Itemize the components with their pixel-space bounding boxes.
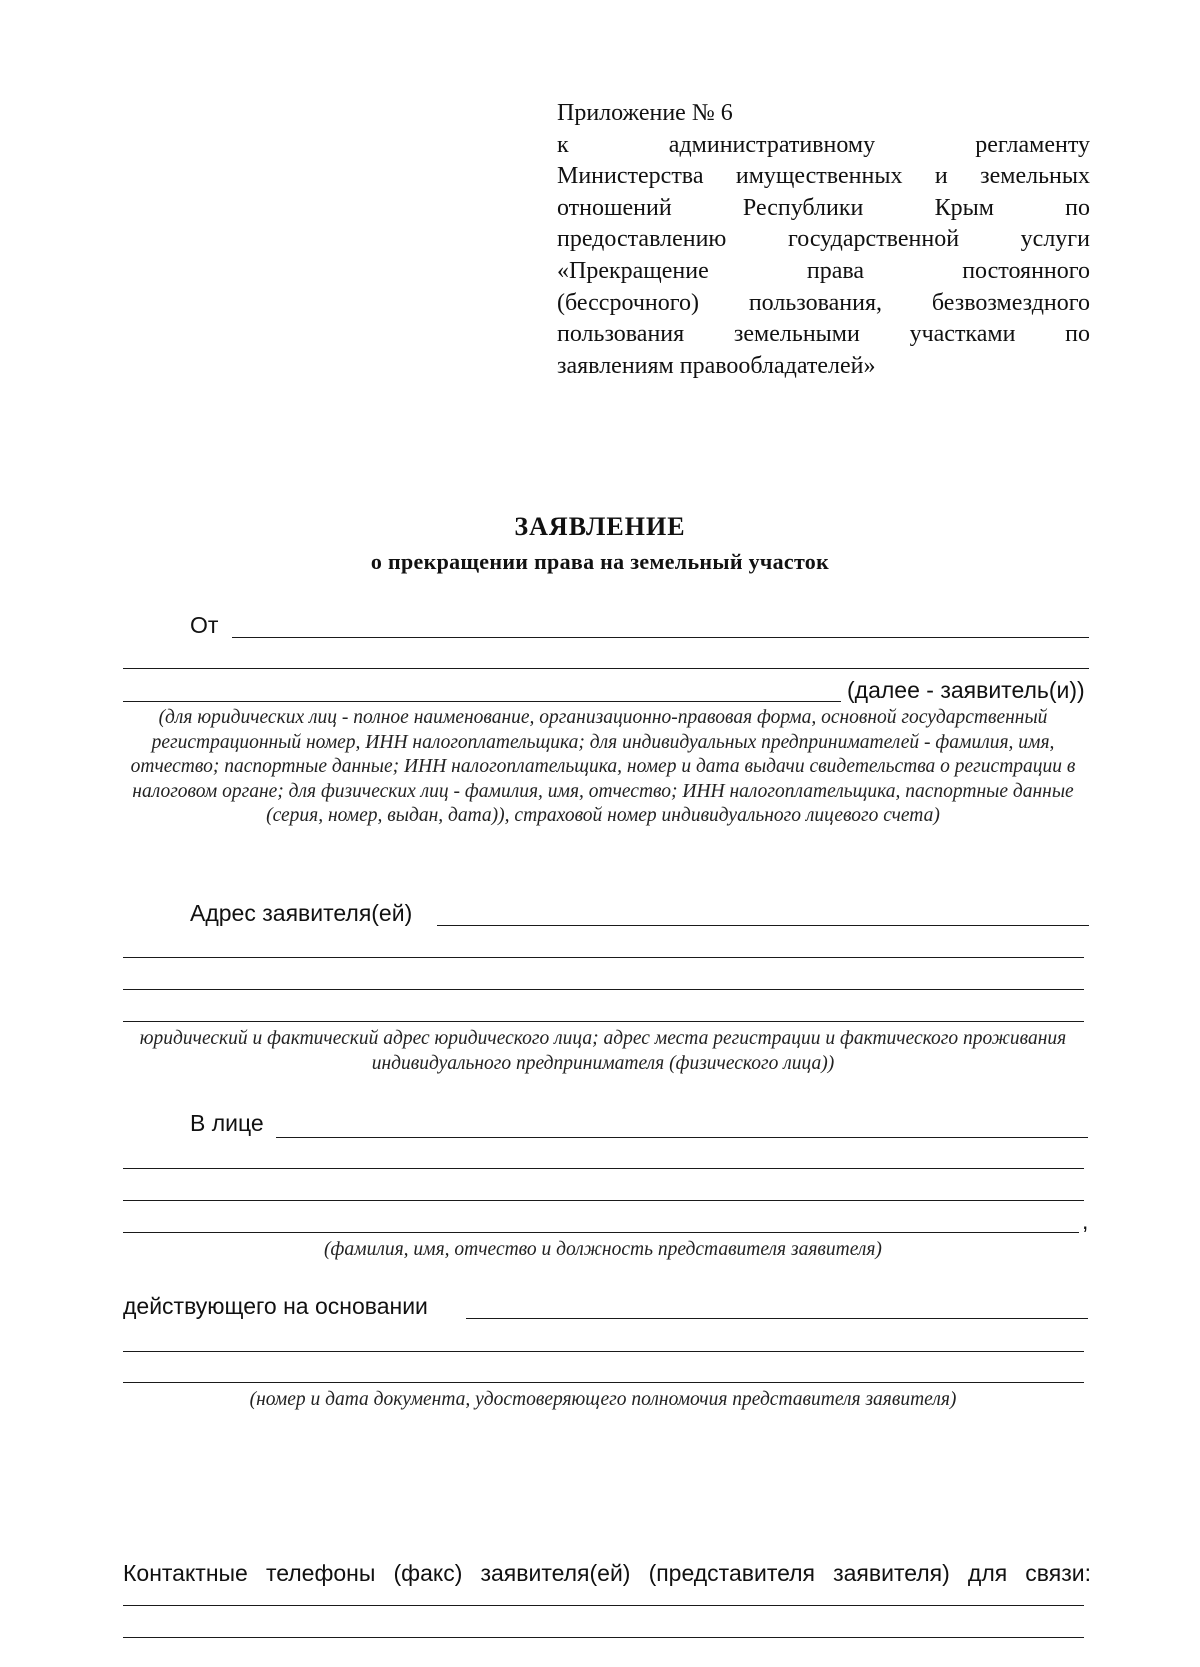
appendix-line: предоставлению государственной услуги [557, 226, 1090, 253]
applicant-note: (для юридических лиц - полное наименование, организационно-правовая форма, основной государственный регистрационный номер, ИНН налогоплательщика; для индивидуальных предпринимателей - фамилия, имя, отчество; паспортные данные; ИНН налогоплательщика, номер и дата выдачи свидетельства о регистрации в налоговом органе; для физических лиц - фамилия, имя, отчество; ИНН налогоплательщика, паспортные данные (серия, номер, выдан, дата)), страховой номер индивидуального лицевого счета) [130, 707, 1076, 826]
from-label: От [190, 612, 219, 638]
appendix-line: Министерства имущественных и земельных [557, 163, 1090, 190]
applicant-name-line-2[interactable] [123, 668, 1089, 669]
contacts-label: Контактные телефоны (факс) заявителя(ей) (представителя заявителя) для связи: [123, 1560, 1091, 1586]
representative-note: (фамилия, имя, отчество и должность представителя заявителя) [324, 1239, 882, 1260]
address-line-3[interactable] [123, 989, 1084, 990]
basis-line-3[interactable] [123, 1382, 1084, 1383]
appendix-block [557, 98, 1090, 382]
representative-line-2[interactable] [123, 1168, 1084, 1169]
applicant-suffix: (далее - заявитель(и)) [847, 677, 1085, 703]
representative-line-3[interactable] [123, 1200, 1084, 1201]
appendix-line: пользования земельными участками по [557, 321, 1090, 348]
basis-note: (номер и дата документа, удостоверяющего полномочия представителя заявителя) [249, 1389, 957, 1410]
contacts-line-2[interactable] [123, 1637, 1084, 1638]
address-line-2[interactable] [123, 957, 1084, 958]
basis-label: действующего на основании [123, 1293, 428, 1319]
address-label: Адрес заявителя(ей) [190, 900, 413, 926]
appendix-line: отношений Республики Крым по [557, 194, 1090, 221]
address-line-4[interactable] [123, 1021, 1084, 1022]
applicant-name-line-3[interactable] [123, 701, 841, 702]
representative-line-4[interactable] [123, 1232, 1079, 1233]
document-title: ЗАЯВЛЕНИЕ [514, 512, 686, 541]
representative-label: В лице [190, 1110, 264, 1136]
appendix-title: Приложение № 6 [557, 100, 733, 126]
appendix-line: к административному регламенту [557, 131, 1090, 158]
appendix-line: «Прекращение права постоянного [557, 257, 1090, 284]
address-line-1[interactable] [437, 925, 1089, 926]
appendix-line: (бессрочного) пользования, безвозмездного [557, 289, 1090, 316]
basis-line-1[interactable] [466, 1318, 1088, 1319]
basis-line-2[interactable] [123, 1351, 1084, 1352]
representative-comma: , [1082, 1208, 1089, 1234]
document-subtitle: о прекращении права на земельный участок [370, 549, 830, 574]
appendix-last-line: заявлениям правообладателей» [557, 352, 876, 379]
contacts-line-1[interactable] [123, 1605, 1084, 1606]
applicant-name-line-1[interactable] [232, 637, 1089, 638]
address-note: юридический и фактический адрес юридического лица; адрес места регистрации и фактического проживания индивидуального предпринимателя (физического лица)) [139, 1028, 1067, 1074]
representative-line-1[interactable] [276, 1137, 1088, 1138]
